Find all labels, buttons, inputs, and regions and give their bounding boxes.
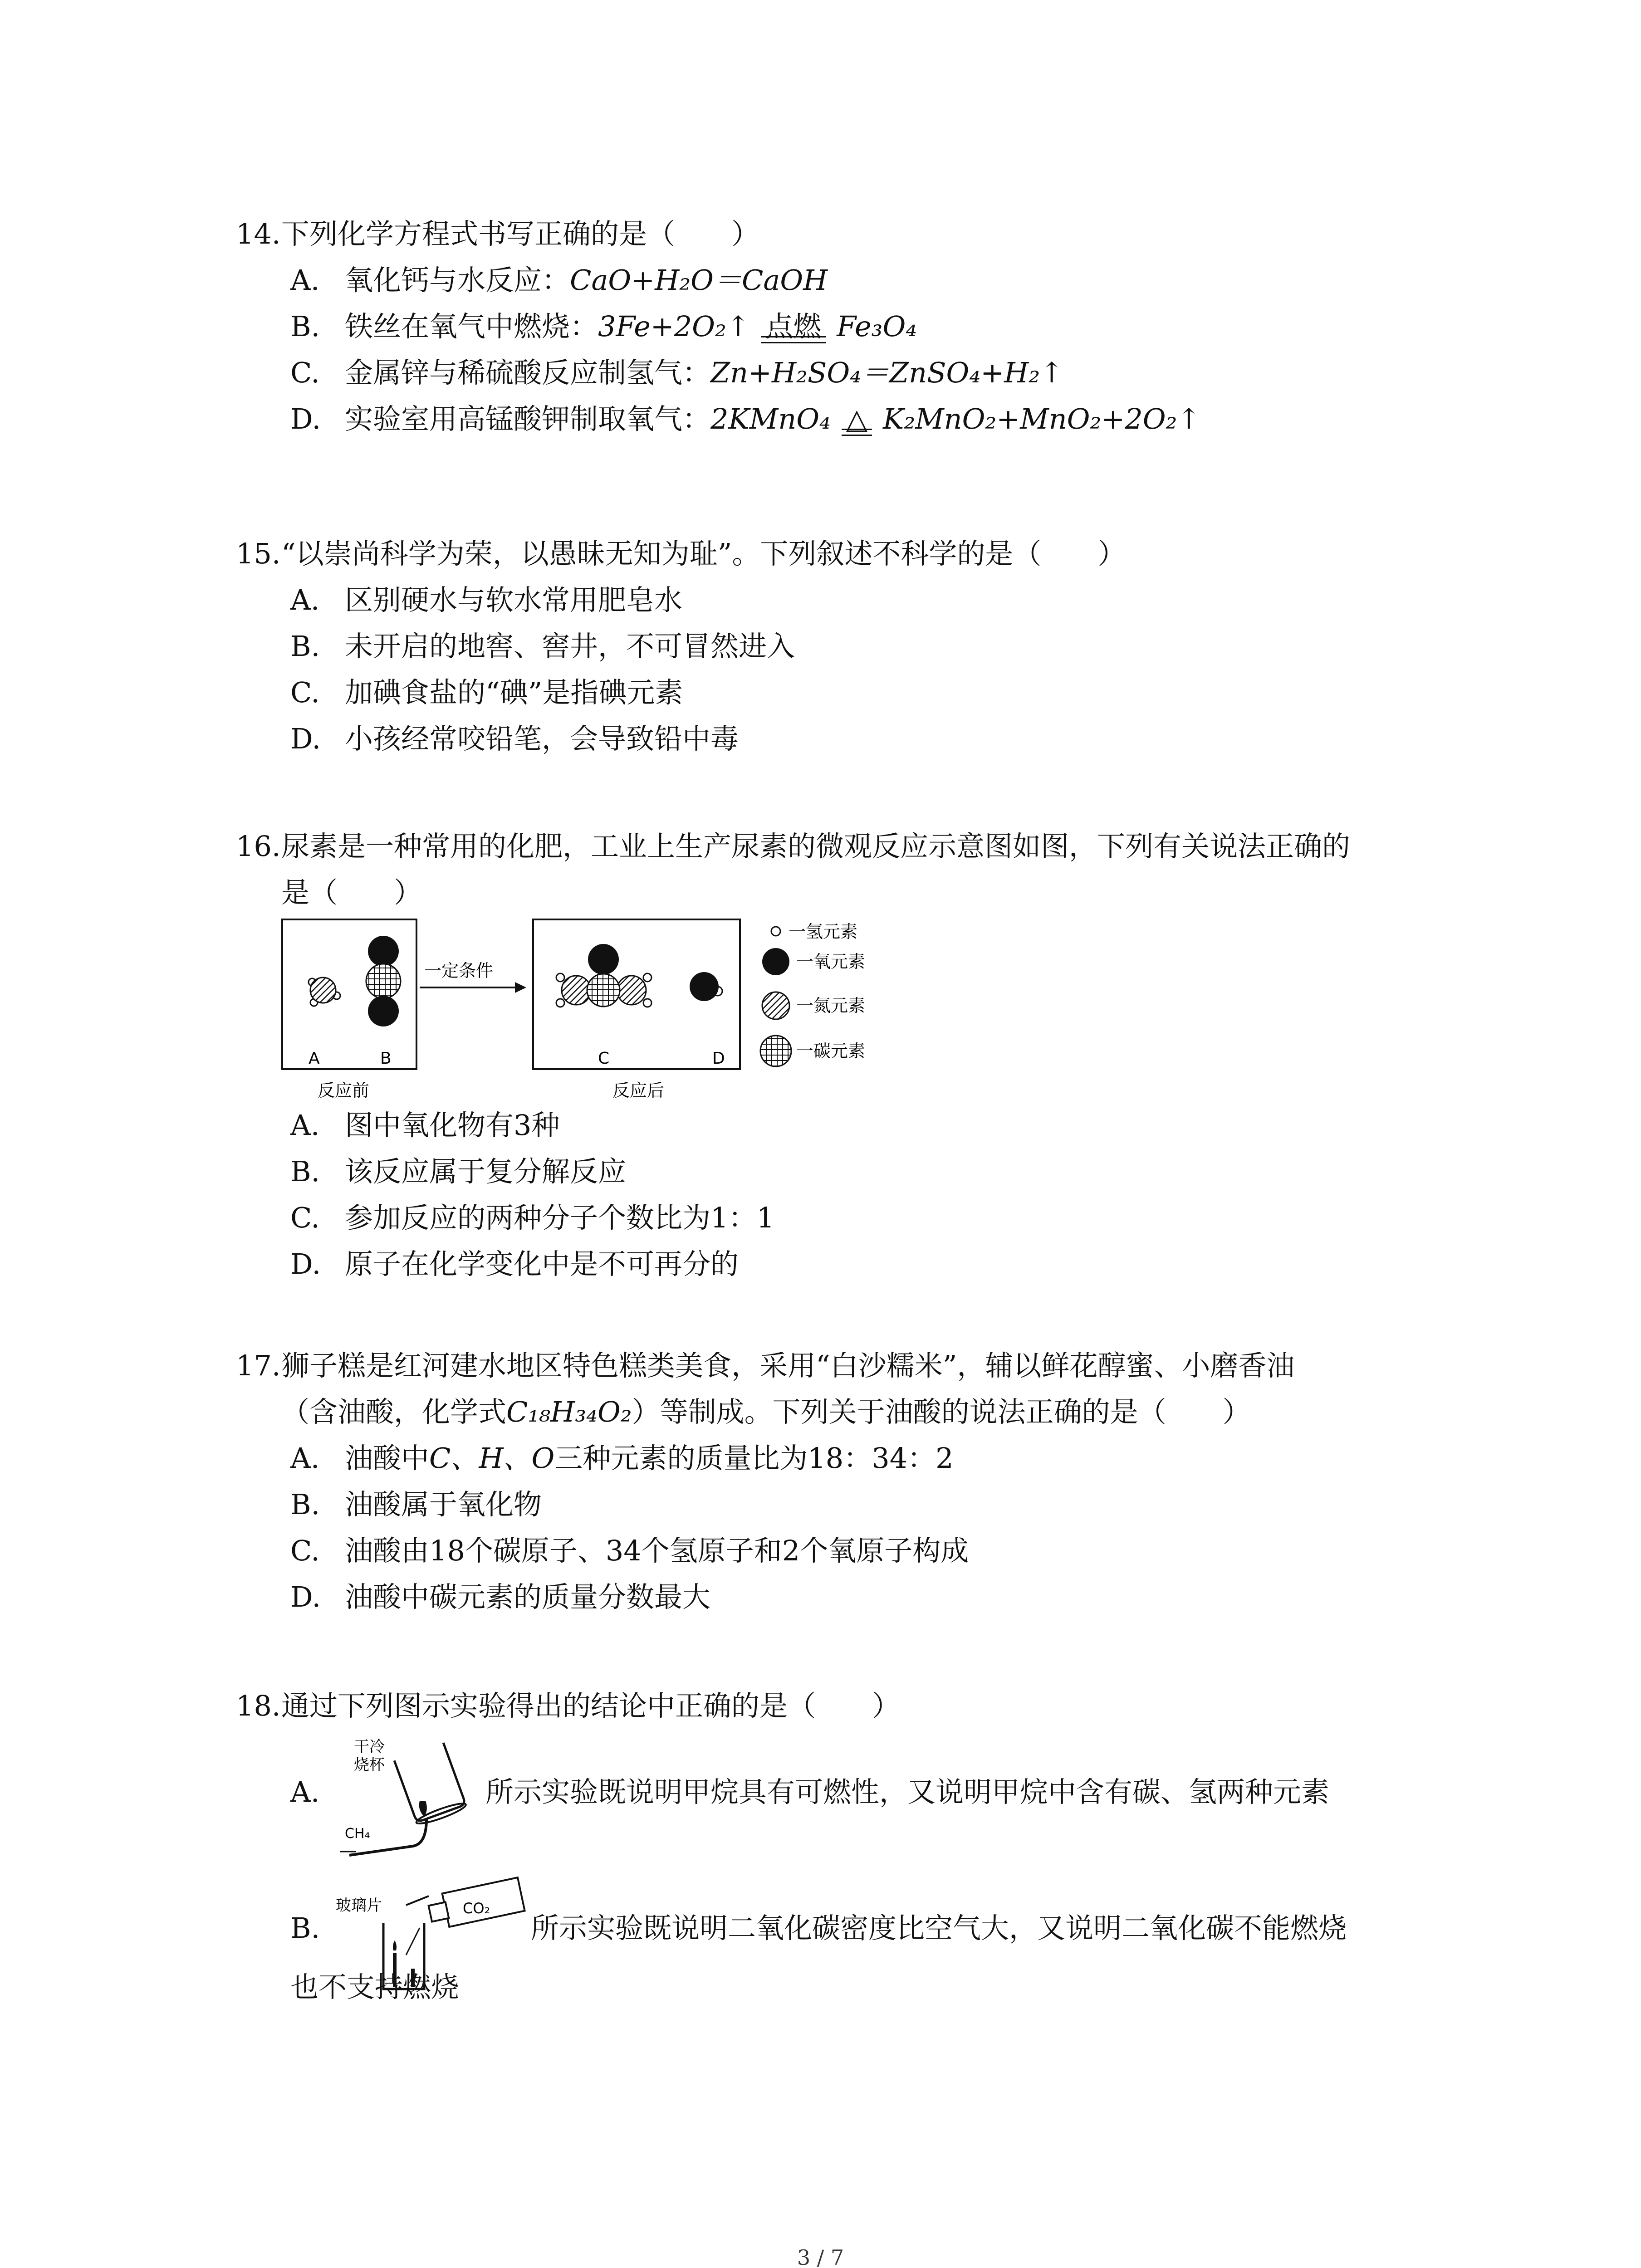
after-label: 反应后 bbox=[612, 1080, 665, 1100]
option-text: 油酸属于氧化物 bbox=[345, 1488, 542, 1521]
option-letter: A. bbox=[290, 1109, 320, 1142]
question-18 bbox=[236, 1683, 1461, 1729]
molecule-c-urea bbox=[556, 944, 652, 1007]
reaction-diagram bbox=[281, 919, 926, 1109]
question-number: 15. bbox=[236, 537, 281, 570]
option-letter: A. bbox=[290, 264, 320, 297]
chemical-formula: C₁₈H₃₄O₂ bbox=[506, 1395, 632, 1428]
option-d[interactable] bbox=[236, 1574, 1461, 1620]
option-letter: A. bbox=[290, 1775, 320, 1809]
stem-text: ）等制成。下列关于油酸的说法正确的是（ ） bbox=[632, 1395, 1251, 1428]
option-b[interactable] bbox=[236, 303, 1461, 350]
question-text: “以崇尚科学为荣，以愚昧无知为耻”。下列叙述不科学的是（ ） bbox=[281, 537, 1126, 570]
option-b-continued: 也不支持燃烧 bbox=[290, 1970, 460, 2004]
question-number: 17. bbox=[236, 1349, 281, 1382]
option-text: 油酸中碳元素的质量分数最大 bbox=[345, 1580, 711, 1613]
option-letter: C. bbox=[290, 1201, 320, 1234]
figure-label-dry-cold: 干冷 bbox=[354, 1738, 385, 1756]
reaction-condition: 点燃 bbox=[759, 303, 828, 350]
option-letter: B. bbox=[290, 1155, 320, 1188]
question-16-options bbox=[236, 1102, 1461, 1287]
arrow-label: 一定条件 bbox=[424, 961, 494, 981]
option-letter: D. bbox=[290, 722, 321, 755]
option-text: 所示实验既说明二氧化碳密度比空气大，又说明二氧化碳不能燃烧 bbox=[531, 1911, 1347, 1945]
stem-text: （含油酸，化学式 bbox=[281, 1395, 507, 1428]
option-letter: B. bbox=[290, 1911, 320, 1945]
question-stem bbox=[236, 1683, 1461, 1729]
figure-label-beaker: 烧杯 bbox=[354, 1756, 385, 1774]
label-b: B bbox=[380, 1049, 392, 1068]
option-c[interactable] bbox=[236, 1528, 1461, 1574]
question-stem bbox=[236, 1343, 1461, 1389]
question-number: 14. bbox=[236, 217, 281, 250]
question-number: 16. bbox=[236, 830, 281, 863]
option-text: 油酸由18个碳原子、34个氢原子和2个氧原子构成 bbox=[345, 1534, 969, 1567]
chemical-equation: CaO+H₂O＝CaOH bbox=[570, 264, 828, 297]
option-text: 未开启的地窖、窖井，不可冒然进入 bbox=[345, 630, 795, 663]
option-text: 图中氧化物有3种 bbox=[345, 1109, 560, 1142]
legend-oxygen: 一氧元素 bbox=[796, 952, 866, 972]
option-text: 该反应属于复分解反应 bbox=[345, 1155, 627, 1188]
option-d[interactable] bbox=[236, 716, 1461, 762]
option-text: 小孩经常咬铅笔，会导致铅中毒 bbox=[345, 722, 739, 755]
option-c[interactable] bbox=[236, 350, 1461, 396]
option-b[interactable] bbox=[236, 1149, 1461, 1195]
glass-slide-icon bbox=[406, 1896, 429, 1905]
question-number: 18. bbox=[236, 1689, 281, 1722]
element-symbols: C、H、O bbox=[429, 1442, 555, 1475]
option-letter: A. bbox=[290, 583, 320, 616]
option-a[interactable] bbox=[236, 257, 1461, 303]
question-text-continued: 是（ ） bbox=[281, 876, 422, 909]
option-letter: D. bbox=[290, 1247, 321, 1281]
flame-icon bbox=[393, 1941, 397, 1950]
question-text: 通过下列图示实验得出的结论中正确的是（ ） bbox=[281, 1689, 901, 1722]
option-letter: C. bbox=[290, 1534, 320, 1567]
reaction-condition: △ bbox=[840, 396, 874, 442]
question-17 bbox=[236, 1343, 1461, 1620]
question-text-continued bbox=[236, 1389, 1461, 1435]
legend bbox=[760, 922, 865, 1066]
question-stem bbox=[236, 531, 1461, 577]
option-a[interactable] bbox=[236, 577, 1461, 623]
label-c: C bbox=[598, 1049, 610, 1068]
option-letter: A. bbox=[290, 1442, 320, 1475]
equation-products: Fe₃O₄ bbox=[837, 310, 917, 343]
option-text: 区别硬水与软水常用肥皂水 bbox=[345, 583, 683, 616]
equation-products: K₂MnO₂+MnO₂+2O₂↑ bbox=[883, 402, 1201, 435]
question-text: 尿素是一种常用的化肥，工业上生产尿素的微观反应示意图如图，下列有关说法正确的 bbox=[281, 830, 1351, 863]
option-letter: B. bbox=[290, 310, 320, 343]
option-letter: D. bbox=[290, 402, 321, 435]
chemical-equation: Zn+H₂SO₄＝ZnSO₄+H₂↑ bbox=[710, 356, 1064, 389]
option-c[interactable] bbox=[236, 1195, 1461, 1241]
option-text: 参加反应的两种分子个数比为1：1 bbox=[345, 1201, 774, 1234]
question-text: 下列化学方程式书写正确的是（ ） bbox=[281, 217, 760, 250]
gas-label-methane: CH₄ bbox=[345, 1826, 370, 1842]
option-letter: C. bbox=[290, 676, 320, 709]
equation-reactants: 2KMnO₄ bbox=[710, 402, 831, 435]
question-16 bbox=[236, 823, 1461, 916]
option-letter: B. bbox=[290, 630, 320, 663]
option-d[interactable] bbox=[236, 1241, 1461, 1287]
option-letter: D. bbox=[290, 1580, 321, 1613]
gas-label-co2: CO₂ bbox=[463, 1900, 490, 1917]
methane-combustion-figure bbox=[336, 1733, 485, 1869]
option-b[interactable] bbox=[236, 1481, 1461, 1528]
option-text: 三种元素的质量比为18：34：2 bbox=[554, 1442, 954, 1475]
equation-reactants: 3Fe+2O₂↑ bbox=[598, 310, 750, 343]
legend-hydrogen: 一氢元素 bbox=[789, 922, 858, 942]
question-15 bbox=[236, 531, 1461, 762]
option-text: 铁丝在氧气中燃烧： bbox=[345, 310, 598, 343]
before-box bbox=[282, 919, 416, 1069]
question-text: 狮子糕是红河建水地区特色糕类美食，采用“白沙糯米”，辅以鲜花醇蜜、小磨香油 bbox=[281, 1349, 1295, 1382]
option-text: 金属锌与稀硫酸反应制氢气： bbox=[345, 356, 711, 389]
option-letter: C. bbox=[290, 356, 320, 389]
molecule-b-carbon-dioxide bbox=[366, 936, 401, 1026]
option-text: 原子在化学变化中是不可再分的 bbox=[345, 1247, 739, 1281]
option-text: 氧化钙与水反应： bbox=[345, 264, 570, 297]
question-stem bbox=[236, 211, 1461, 257]
reaction-arrow-head bbox=[515, 982, 526, 993]
question-stem bbox=[236, 823, 1461, 870]
legend-carbon: 一碳元素 bbox=[796, 1041, 866, 1061]
option-text: 油酸中 bbox=[345, 1442, 430, 1475]
option-text: 实验室用高锰酸钾制取氧气： bbox=[345, 402, 711, 435]
option-text: 所示实验既说明甲烷具有可燃性，又说明甲烷中含有碳、氢两种元素 bbox=[485, 1775, 1330, 1809]
co2-flow-line bbox=[406, 1928, 420, 1955]
molecule-a-ammonia bbox=[309, 978, 340, 1006]
option-c[interactable] bbox=[236, 670, 1461, 716]
molecule-d-water bbox=[690, 972, 722, 1001]
inverted-beaker-icon bbox=[394, 1743, 467, 1827]
label-a: A bbox=[309, 1049, 320, 1068]
option-text: 加碘食盐的“碘”是指碘元素 bbox=[345, 676, 683, 709]
page-number: 3 / 7 bbox=[797, 2245, 844, 2268]
option-letter: B. bbox=[290, 1488, 320, 1521]
before-label: 反应前 bbox=[318, 1080, 370, 1100]
option-a[interactable] bbox=[236, 1435, 1461, 1481]
figure-label-glass-slide: 玻璃片 bbox=[336, 1897, 382, 1915]
option-b[interactable] bbox=[236, 623, 1461, 670]
label-d: D bbox=[712, 1049, 725, 1068]
legend-nitrogen: 一氮元素 bbox=[796, 996, 866, 1016]
option-d[interactable] bbox=[236, 396, 1461, 442]
question-14 bbox=[236, 211, 1461, 442]
option-a[interactable] bbox=[236, 1102, 1461, 1149]
